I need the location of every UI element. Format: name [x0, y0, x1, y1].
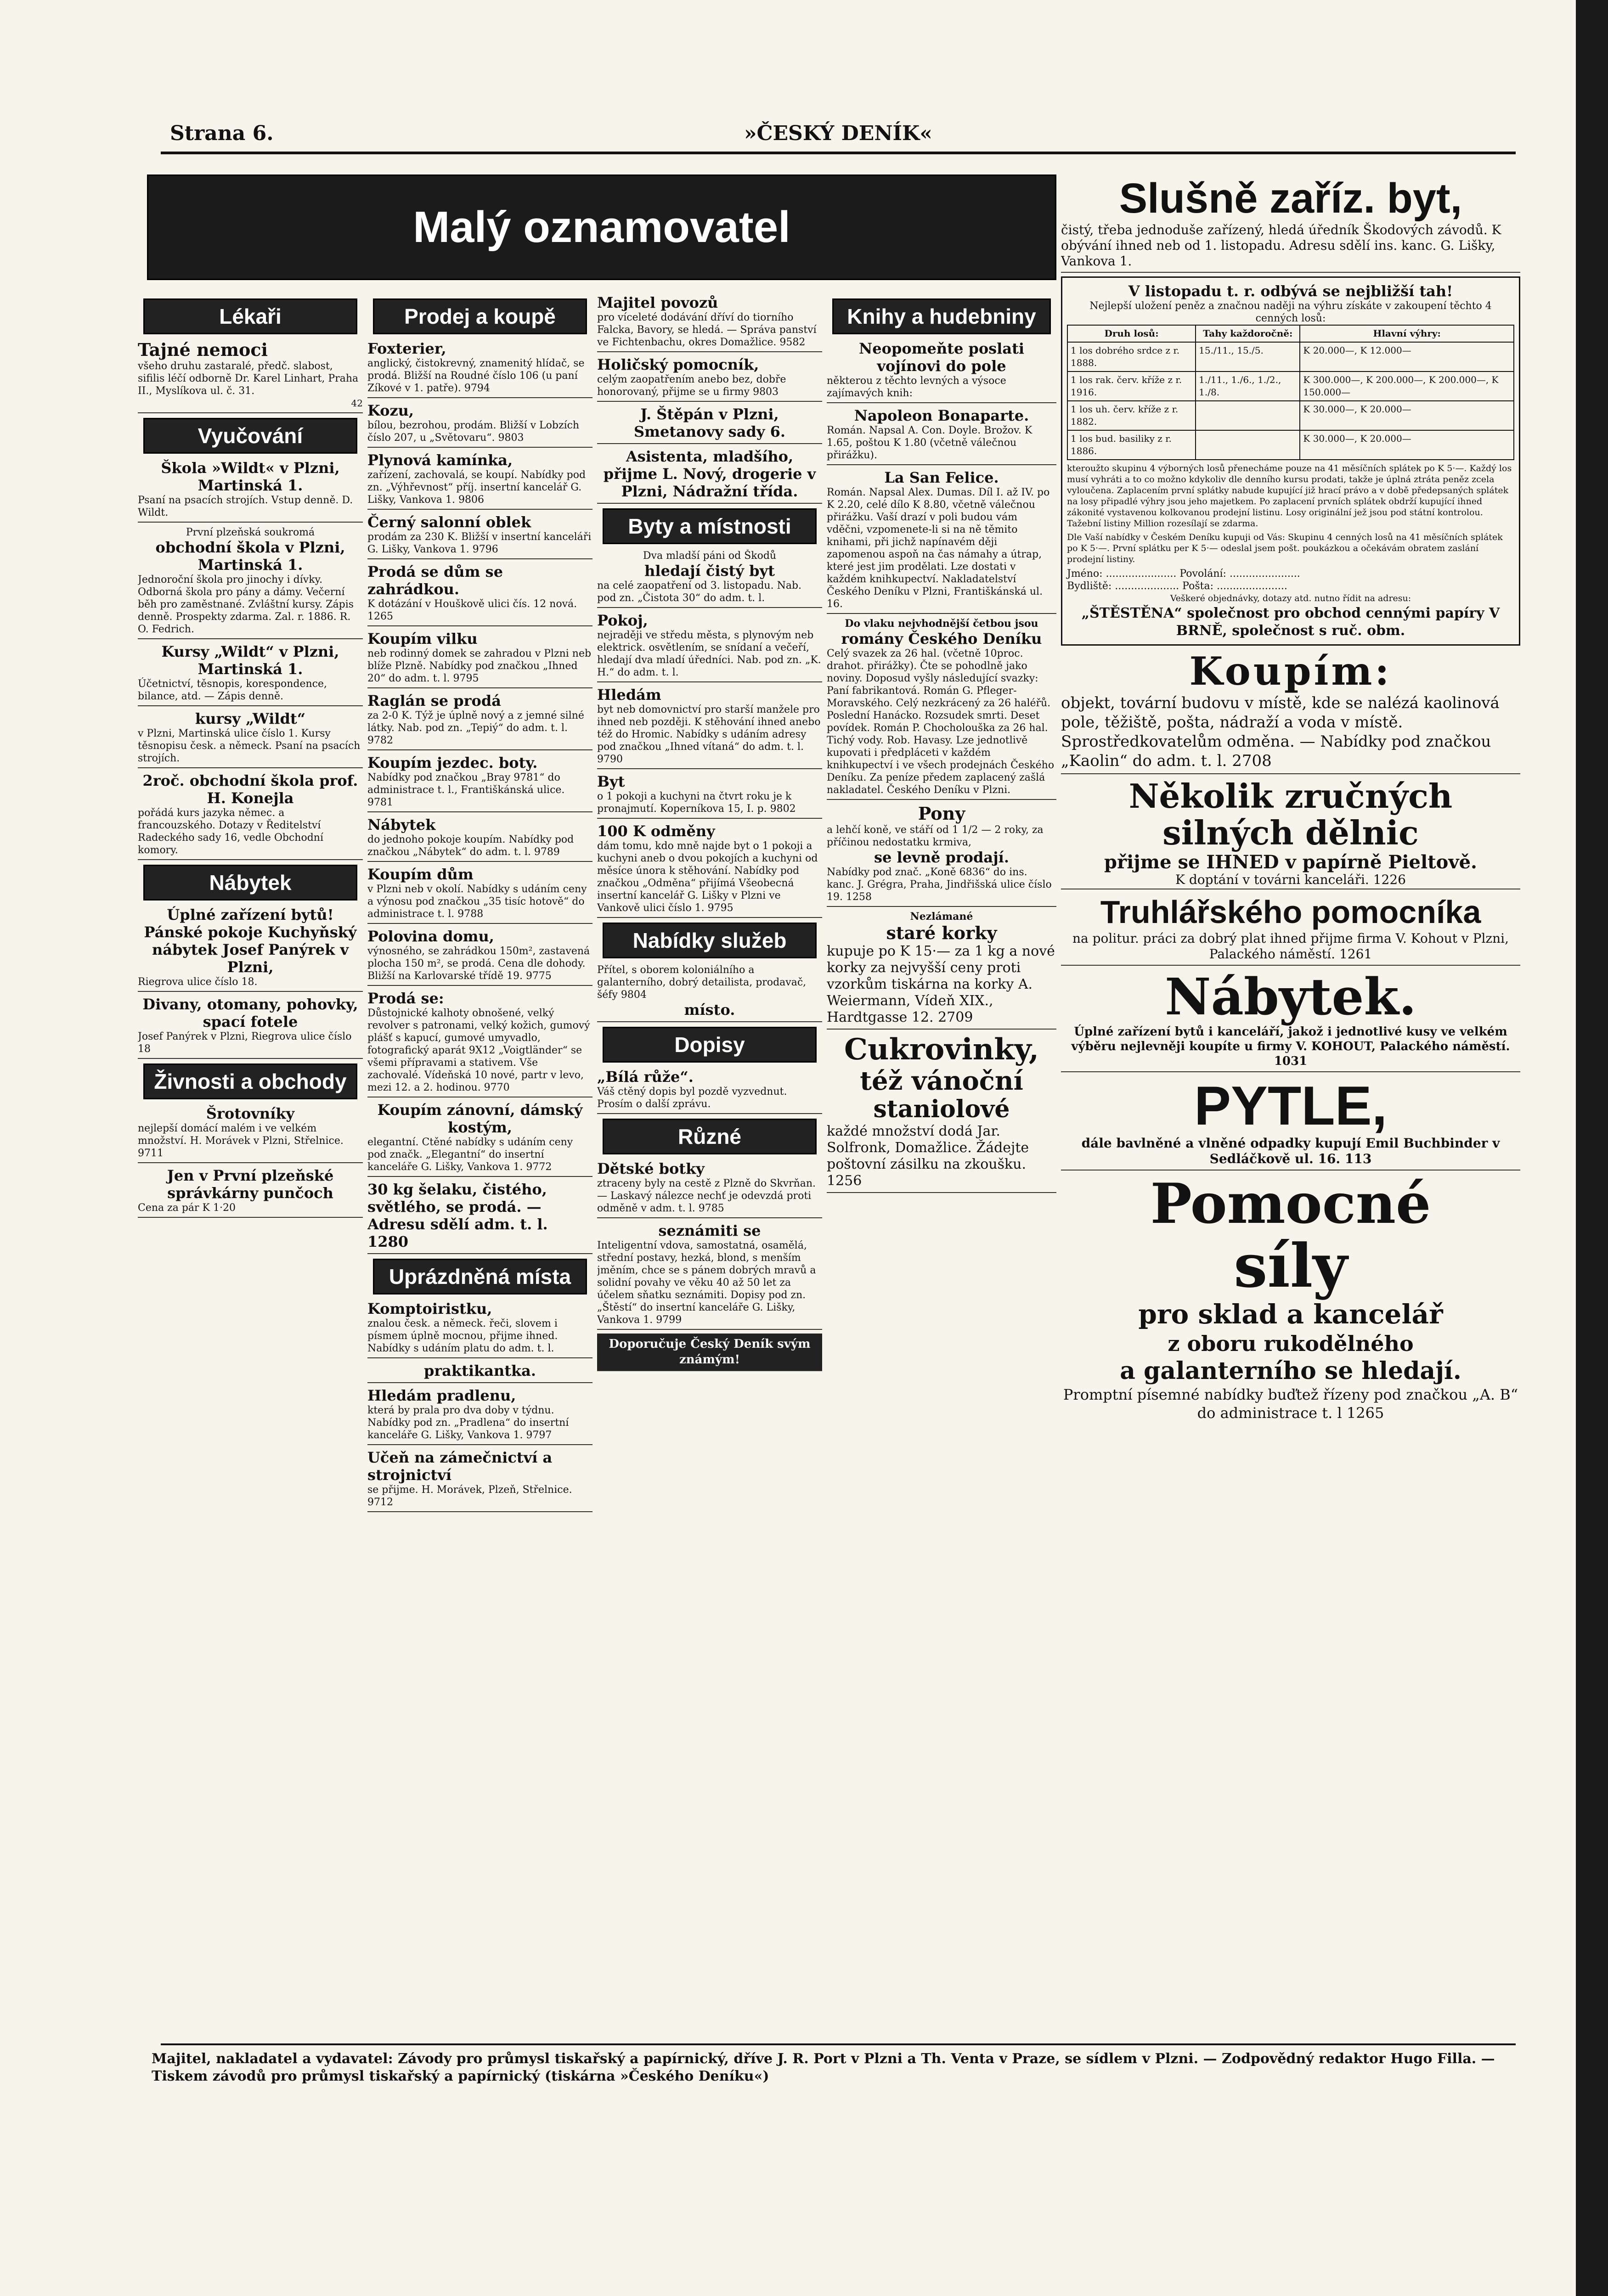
- ad-puncochy: Jen v První plzeňské správkárny punčoch Cena za pár K 1·20: [138, 1167, 363, 1218]
- column-5: [1061, 174, 1520, 2011]
- section-prodej-koupe: Prodej a koupě: [373, 298, 587, 334]
- masthead-title: »ČESKÝ DENÍK«: [744, 122, 932, 145]
- ad-misto: Přítel, s oborem koloniálního a galanterního, dobrý detailista, prodavač, šéfy 9804 místo.: [597, 964, 822, 1022]
- ad-komptoiristku: Komptoiristku, znalou česk. a německ. řeči, slovem i písmem úplně mocnou, přijme ihned. Nabídky s udáním platu do adm. t. l.: [367, 1300, 592, 1358]
- section-knihy: Knihy a hudebniny: [832, 298, 1051, 334]
- ad-koupim-kaolin: Koupím: objekt, tovární budovu v místě, kde se nalézá kaolinová pole, těžiště, pošta, nádraží a voda v místě. Sprostředkovatelům odměna. — Nabídky pod značkou „Kaolin“ do adm. t. l. 2708: [1061, 649, 1520, 774]
- ad-napoleon: Napoleon Bonaparte. Román. Napsal A. Con. Doyle. Brožov. K 1.65, poštou K 1.80 (včetně válečnou přirážku).: [827, 407, 1056, 465]
- ad-kursy-wildt: Kursy „Wildt“ v Plzni, Martinská 1. Účetnictví, těsnopis, korespondence, bilance, atd. — Zápis denně.: [138, 643, 363, 706]
- ad-raglan: Raglán se prodá za 2-0 K. Týž je úplně nový a z jemné silné látky. Nab. pod zn. „Tepiý“ do adm. t. l. 9782: [367, 692, 592, 750]
- ad-odmena: 100 K odměny dám tomu, kdo mně najde byt o 1 pokoji a kuchyni aneb o dvou pokojích a kuchyni od měsíce února k stěhování. Nabídky pod značkou „Odměna“ přijímá Všeobecná insertní kancelář G. Lišky v Plzni ve Vankově ulici číslo 1. 9795: [597, 822, 822, 918]
- section-zivnosti: Živnosti a obchody: [143, 1064, 357, 1099]
- ad-slusne-zariz-byt: Slušně zaříz. byt, čistý, třeba jednoduše zařízený, hledá úředník Škodových závodů. K obývání ihned neb od 1. listopadu. Adresu sdělí ins. kanc. G. Lišky, Vankova 1.: [1061, 174, 1520, 273]
- ad-nabytek-kohout: Nábytek. Úplné zařízení bytů i kanceláří, jakož i jednotlivé kusy ve velkém výběru nejlevněji koupíte u firmy V. KOHOUT, Palackého náměstí. 1031: [1061, 969, 1520, 1072]
- ad-pokoj: Pokoj, nejraději ve středu města, s plynovým neb elektrick. osvětlením, se snídaní a večeří, hledají dva mladí úředníci. Nab. pod zn. „K. H.“ do adm. t. l.: [597, 612, 822, 682]
- ad-panyrek: Úplné zařízení bytů! Pánské pokoje Kuchyňský nábytek Josef Panýrek v Plzni, Riegrova ulice číslo 18.: [138, 906, 363, 992]
- ad-foxterier: Foxterier, anglický, čistokrevný, znamenitý hlídač, se prodá. Bližší na Roudné číslo 106 (u paní Zíkové v 1. patře). 9794: [367, 340, 592, 398]
- ad-bila-ruze: „Bílá růže“. Váš ctěný dopis byl pozdě vyzvednut. Prosím o další zprávu.: [597, 1068, 822, 1114]
- ad-stepan: J. Štěpán v Plzni, Smetanovy sady 6.: [597, 405, 822, 444]
- ad-skola-wildt: Škola »Wildt« v Plzni, Martinská 1. Psaní na psacích strojích. Vstup denně. D. Wildt.: [138, 459, 363, 523]
- ad-kostym: Koupím zánovní, dámský kostým, elegantní. Ctěné nabídky s udáním ceny pod značk. „Elegantní“ do insertní kanceláře G. Lišky, Vankova 1. 9772: [367, 1101, 592, 1177]
- ad-cisty-byt: Dva mladší páni od Škodů hledají čistý byt na celé zaopatření od 3. listopadu. Nab. pod zn. „Čistota 30“ do adm. t. l.: [597, 550, 822, 608]
- ad-kaminka: Plynová kamínka, zařízení, zachovalá, se koupí. Nabídky pod zn. „Výhřevnost“ příj. insertní kancelář G. Lišky, Vankova 1. 9806: [367, 451, 592, 510]
- column-4: [827, 294, 1056, 1929]
- small-ads-banner: [147, 174, 1056, 280]
- ad-seznamiti: seznámiti se Inteligentní vdova, samostatná, osamělá, střední postavy, hezká, blond, s menším jměním, chce se s pánem dobrých mravů a solidní povahy ve věku 40 až 50 let za účelem sňatku seznámiti. Dopisy pod zn. „Štěstí“ do insertní kanceláře G. Lišky, Vankova 1. 9799: [597, 1222, 822, 1330]
- ad-pytle: PYTLE, dále bavlněné a vlněné odpadky kupují Emil Buchbinder v Sedláčkově ul. 16. 113: [1061, 1076, 1520, 1171]
- ad-pony: Pony a lehčí koně, ve stáří od 1 1/2 — 2 roky, za příčinou nedostatku krmiva, se levně prodají. Nabídky pod znač. „Koně 6836“ do ins. kanc. J. Grégra, Praha, Jindřišská ulice číslo 19. 1258: [827, 804, 1056, 907]
- ad-divany: Divany, otomany, pohovky, spací fotele Josef Panýrek v Plzni, Riegrova ulice číslo 18: [138, 996, 363, 1059]
- ad-nabytek-koupim: Nábytek do jednoho pokoje koupím. Nabídky pod značkou „Nábytek“ do adm. t. l. 9789: [367, 816, 592, 862]
- ad-kursy-wildt-2: kursy „Wildt“ v Plzni, Martinská ulice číslo 1. Kursy těsnopisu česk. a německ. Psaní na psacích strojích.: [138, 710, 363, 768]
- ad-obchodni-skola: První plzeňská soukromá obchodní škola v Plzni, Martinská 1. Jednoroční škola pro jinochy i dívky. Odborná škola pro pány a dámy. Večerní běh pro zaměstnané. Zvláštní kursy. Zápis denně. Prospekty zdarma. Zal. r. 1886. R. O. Fedrich.: [138, 526, 363, 639]
- ad-ucen: Učeň na zámečnictví a strojnictví se přijme. H. Morávek, Plzeň, Střelnice. 9712: [367, 1449, 592, 1512]
- ad-pradlenu: Hledám pradlenu, která by prala pro dva doby v týdnu. Nabídky pod zn. „Pradlena“ do insertní kanceláře G. Lišky, Vankova 1. 9797: [367, 1387, 592, 1445]
- ad-selak: 30 kg šelaku, čistého, světlého, se prodá. — Adresu sdělí adm. t. l. 1280: [367, 1181, 592, 1254]
- ad-stare-korky: Nezlámané staré korky kupuje po K 15·— za 1 kg a nové korky za nejvyšší ceny proti vzorkům tiskárna na korky A. Weiermann, Vídeň XIX., Hardtgasse 12. 2709: [827, 911, 1056, 1030]
- page-edge-shadow: [1576, 0, 1608, 2296]
- ad-romany: Do vlaku nejvhodnější četbou jsou romány Českého Deníku Celý svazek za 26 hal. (včetně 10proc. drahot. přirážky). Čte se pohodlně jako noviny. Doposud vyšly následující svazky: Paní fabrikantová. Román G. Pfleger-Moravského. Celý nezkrácený za 26 haléřů. Poslední Hanácko. Rozsudek smrti. Deset povídek. Román P. Chocholouška za 26 hal. Tichý vody. Rob. Havasy. Lze jednotlivě kupovati i předpláceti v každém knihkupectví i ve všech prodejnách Českého Deníku. Za peníze předem zaplacený zašlá nakladatel. Českého Deníku v Plzni.: [827, 618, 1056, 800]
- section-nabidky-sluzeb: Nabídky služeb: [603, 923, 817, 958]
- ad-salonni-oblek: Černý salonní oblek prodám za 230 K. Bližší v insertní kanceláři G. Lišky, Vankova 1. 9796: [367, 513, 592, 559]
- footer-imprint: Majitel, nakladatel a vydavatel: Závody pro průmysl tiskařský a papírnický, dříve J. R. Port v Plzni a Th. Venta v Praze, se sídlem v Plzni. — Zodpovědný redaktor Hugo Filla. — Tiskem závodů pro průmysl tiskařský a papírnický (tiskárna »Českého Deníku«): [152, 2051, 1495, 2084]
- ad-san-felice: La San Felice. Román. Napsal Alex. Dumas. Díl I. až IV. po K 2.20, celé dílo K 8.80, včetně válečnou přirážku. Vaší drazí v poli budou vám vděčni, vzpomenete-li si na ně těmito knihami, při jichž napínavém ději zapomenou aspoň na čas námahy a útrap, které jest jim prodělati. Lze dostati v každém knihkupectví. Nakladatelství Českého Deníku v Plzni, Františkánská ul. 16.: [827, 469, 1056, 614]
- ad-cukrovinky: Cukrovinky, též vánoční staniolové každé množství dodá Jar. Solfronk, Domažlice. Žádejte poštovní zásilku na zkoušku. 1256: [827, 1033, 1056, 1193]
- column-2: [367, 294, 592, 1929]
- footer-rule: [161, 2043, 1516, 2045]
- ad-jezdec-boty: Koupím jezdec. boty. Nabídky pod značkou „Bray 9781“ do administrace t. l., Františkánská ulice. 9781: [367, 754, 592, 812]
- small-ads-banner-title: Malý oznamovatel: [413, 203, 790, 252]
- page-number: Strana 6.: [170, 122, 274, 145]
- ad-pomocne-sily: Pomocné síly pro sklad a kancelář z oboru rukodělného a galanterního se hledají. Promptní písemné nabídky buďtež řízeny pod značkou „A. B“ do administrace t. l 1265: [1063, 1174, 1518, 1422]
- header-rule: [161, 152, 1516, 154]
- section-lekari: Lékaři: [143, 298, 357, 334]
- section-uprazdnena-mista: Uprázdněná místa: [373, 1259, 587, 1294]
- section-dopisy: Dopisy: [603, 1027, 817, 1063]
- ad-truhlarskeho: Truhlářského pomocníka na politur. práci za dobrý plat ihned přijme firma V. Kohout v Plzni, Palackého náměstí. 1261: [1061, 893, 1520, 966]
- ad-asistenta: Asistenta, mladšího, přijme L. Nový, drogerie v Plzni, Nádražní třída.: [597, 448, 822, 504]
- ad-koupim-dum: Koupím dům v Plzni neb v okolí. Nabídky s udáním ceny a výnosu pod značkou „35 tisíc hotově“ do administrace t. l. 9788: [367, 866, 592, 924]
- ad-detske-botky: Dětské botky ztraceny byly na cestě z Plzně do Skvrňan. — Laskavý nálezce nechť je odevzdá proti odměně v adm. t. l. 9785: [597, 1160, 822, 1218]
- ad-proda-se: Prodá se: Důstojnické kalhoty obnošené, velký revolver s patronami, velký kožich, gumový plášť s kapucí, gumové umyvadlo, fotografický aparát 9X12 „Voigtländer“ se všemi přípravami a stativem. Vše zachovalé. Vídeňská 10 nové, partr v levo, mezi 12. a 2. hodinou. 9770: [367, 990, 592, 1097]
- ad-doporucuje: Doporučuje Český Deník svým známým!: [597, 1334, 822, 1371]
- column-3: [597, 294, 822, 1929]
- lottery-box: V listopadu t. r. odbývá se nejbližší tah! Nejlepší uložení peněz a značnou naději na výhru získáte v zakoupení těchto 4 cenných losů: Druh losů: Tahy každoročně: Hlavní výhry: 1 los dobrého srdce z r. 1888. 15./11., 15./5. K 20.000—, K 12.000— 1 los rak. červ. kříže z r. 1916. 1./11., 1./6., 1./2., 1./8. K 300.000—, K 200.000—, K 200.000—, K 150.000— 1 los uh. červ. kříže z r. 1882. K 30.000—, K 20.000— 1 los bud. basiliky z r. 1886. K 30.000—, K 20.000— kteroužto skupinu 4 výborných losů přenecháme pouze na 41 měsíčních splátek po K 5·—. Každý los musí vyhráti a to co možno kdykoliv dle denního kursu prodati, takže je úplná ztráta peněz zcela vyloučena. Zaplacením první splátky nabude kupující již hrací právo a v době předepsaných splátek na losy připadlé výhry jsou jeho majetkem. Po zaplacení prvních splátek obdrží kupující ihned zákonité vystavenou kolkovanou prodejní listinu. Losy originální jež jsou pod státní kontrolou. Tažební listiny Million rozesílají se zdarma. Dle Vaší nabídky v Českém Deníku kupuji od Vás: Skupinu 4 cenných losů na 41 měsíčních splátek po K 5·—. První splátku per K 5·— odeslal jsem pošt. poukázkou a očekávám obratem zaslání prodejní listiny. Jméno: ...................... Povolání: ...................... Bydliště: .................... Pošta: ...................... Veškeré objednávky, dotazy atd. nutno řídit na adresu: „ŠTĚSTĚNA“ společnost pro obchod cennými papíry V BRNĚ, společnost s ruč. obm.: [1061, 276, 1520, 646]
- section-ruzne: Různé: [603, 1119, 817, 1154]
- ad-polovina-domu: Polovina domu, výnosného, se zahrádkou 150m², zastavená plocha 150 m², se prodá. Cena dle dohody. Bližší na Karlovarské třídě 19. 9775: [367, 928, 592, 986]
- ad-srotovniky: Šrotovníky nejlepší domácí malém i ve velkém množství. H. Morávek v Plzni, Střelnice. 9711: [138, 1105, 363, 1163]
- section-nabytek: Nábytek: [143, 865, 357, 900]
- ad-delnic: Několik zručných silných dělnic přijme se IHNED v papírně Pieltově. K doptání v továrni kanceláři. 1226: [1061, 778, 1520, 889]
- ad-tajne-nemoci: Tajné nemoci všeho druhu zastaralé, předč. slabost, sifilis léčí odborně Dr. Karel Linhart, Praha II., Myslíkova ul. č. 31. 42: [138, 340, 363, 413]
- ad-majitel-povozu: Majitel povozů pro víceleté dodávání dříví do tiorního Falcka, Bavory, se hledá. — Správa panství ve Fichtenbachu, okres Domažlice. 9582: [597, 294, 822, 352]
- ad-kozu: Kozu, bílou, bezrohou, prodám. Bližší v Lobzích číslo 207, u „Světovaru“. 9803: [367, 402, 592, 448]
- section-vyucovani: Vyučování: [143, 418, 357, 454]
- ad-praktikantka: praktikantka.: [367, 1362, 592, 1383]
- ad-holicsky: Holičský pomocník, celým zaopatřením anebo bez, dobře honorovaný, přijme se u firmy 9803: [597, 356, 822, 402]
- lottery-table: Druh losů: Tahy každoročně: Hlavní výhry: 1 los dobrého srdce z r. 1888. 15./11., 15./5. K 20.000—, K 12.000— 1 los rak. červ. kříže z r. 1916. 1./11., 1./6., 1./2., 1./8. K 300.000—, K 200.000—, K 200.000—, K 150.000— 1 los uh. červ. kříže z r. 1882. K 30.000—, K 20.000— 1 los bud. basiliky z r. 1886. K 30.000—, K 20.000—: [1067, 325, 1514, 460]
- column-1: [138, 294, 363, 1929]
- ad-byt: Byt o 1 pokoji a kuchyni na čtvrt roku je k pronajmutí. Koperníkova 15, I. p. 9802: [597, 773, 822, 819]
- ad-konejl: 2roč. obchodní škola prof. H. Konejla pořádá kurs jazyka němec. a francouzského. Dotazy v Ředitelství Radeckého sady 16, vedle Obchodní komory.: [138, 772, 363, 860]
- ad-dum-zahradka: Prodá se dům se zahrádkou. K dotázání v Houškově ulici čís. 12 nová. 1265: [367, 563, 592, 626]
- section-byty: Byty a místnosti: [603, 508, 817, 544]
- ad-koupim-vilku: Koupím vilku neb rodinný domek se zahradou v Plzni neb blíže Plzně. Nabídky pod značkou „Ihned 20“ do adm. t. l. 9795: [367, 630, 592, 688]
- ad-hledam: Hledám byt neb domovnictví pro starší manžele pro ihned neb později. K stěhování ihned anebo též do Hromic. Nabídky s udáním adresy pod značkou „Ihned vítaná“ do adm. t. l. 9790: [597, 686, 822, 769]
- ad-neopomente: Neopomeňte poslati vojínovi do pole některou z těchto levných a výsoce zajímavých knih:: [827, 340, 1056, 403]
